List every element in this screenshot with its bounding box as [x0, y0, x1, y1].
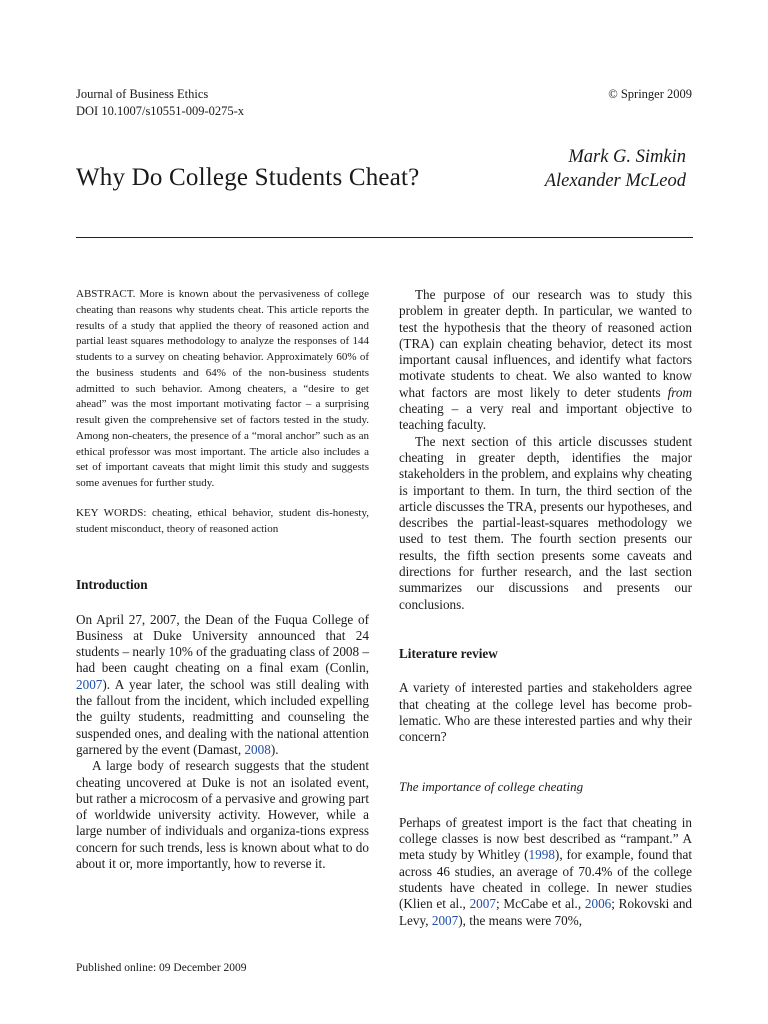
outline-paragraph: The next section of this article discusses student cheating in greater depth, identifies the major stakeholders in the problem, and explains why cheating is important to them. In turn, the third section of the article discusses the TRA, presents our hypotheses, and describes the partial-least-squares methodology we used to test them. The fourth section presents our results, the fifth section presents some caveats and directions for further research, and the last section summarizes our discussions and presents our conclusions.: [399, 433, 692, 612]
abstract-text: More is known about the pervasiveness of college cheating than reasons why students cheat. This article reports the results of a study that applied the theory of reasoned action and partial least squares methodology to analyze the responses of 144 students to a survey on cheating behavior. Approximately 60% of the business students and 64% of the non-business students admitted to such behavior. Among cheaters, a “desire to get ahead” was the most important motivating factor – a surprising result given the comprehensive set of factors tested in the study. Among non-cheaters, the presence of a “moral anchor” such as an ethical professor was most important. The article also includes a set of important caveats that might limit this study and suggests some avenues for further study.: [76, 288, 369, 489]
title-divider: [76, 237, 693, 238]
publication-date: Published online: 09 December 2009: [76, 962, 247, 974]
paragraph-text: The purpose of our research was to study this problem in greater depth. In particular, we wanted to test the hypothesis that the theory of reasoned action (TRA) can explain cheating behavior, detect its most important causal influences, and identify what factors motivate students to cheat. We also wanted to know what factors are most likely to deter students: [399, 287, 692, 400]
paragraph-text: ). A year later, the school was still dealing with the fallout from the incident, which included expelling the guilty students, readmitting and counseling the suspended ones, and dealing with the national attention garnered by the event (Damast,: [76, 676, 369, 757]
author-name: Mark G. Simkin: [568, 147, 686, 167]
paragraph-text: ; McCabe et al.,: [495, 896, 585, 912]
introduction-paragraph: A large body of research suggests that the student cheating uncovered at Duke is not an isolated event, but rather a microcosm of a pervasive and growing part of worldwide university activity. However, while a large number of individuals and organiza-tions express concern for such trends, less is known about what to do about it or, more importantly, how to reverse it.: [76, 758, 369, 871]
citation-link[interactable]: 2006: [584, 896, 612, 912]
keywords-label: KEY WORDS:: [76, 506, 147, 519]
paragraph-text: cheating – a very real and important objective to teaching faculty.: [399, 401, 692, 433]
left-column: [76, 287, 369, 872]
article-title: Why Do College Students Cheat?: [76, 164, 420, 191]
keywords: [76, 506, 369, 538]
citation-link[interactable]: 2007: [76, 676, 103, 692]
importance-paragraph: [399, 815, 692, 929]
doi: DOI 10.1007/s10551-009-0275-x: [76, 104, 245, 118]
copyright-notice: © Springer 2009: [608, 87, 692, 101]
paragraph-text: On April 27, 2007, the Dean of the Fuqua College of Business at Duke University announced that 24 students – nearly 10% of the graduating class of 2008 – had been caught cheating on a final exam (Conlin,: [76, 611, 369, 676]
paragraph-text: Perhaps of greatest import is the fact that cheating in college classes is now best described as “rampant.” A meta study by Whitley (: [399, 814, 692, 863]
citation-link[interactable]: 2007: [469, 896, 496, 912]
paragraph-text: ).: [270, 741, 279, 757]
author-list: [545, 145, 686, 193]
paragraph-text: ), for example, found that across 46 studies, an average of 70.4% of the college students have cheated in college. In newer studies (Klien et al.,: [399, 847, 693, 912]
journal-name: Journal of Business Ethics: [76, 87, 209, 101]
citation-link[interactable]: 2008: [244, 741, 271, 757]
citation-link[interactable]: 2007: [431, 912, 459, 928]
importance-subheading: The importance of college cheating: [399, 779, 584, 795]
paragraph-text: ), the means were 70%,: [458, 912, 582, 928]
literature-review-heading: Literature review: [399, 645, 498, 661]
literature-paragraph: A variety of interested parties and stakeholders agree that cheating at the college level has become prob-lematic. Who are these interested parties and why their concern?: [399, 680, 692, 745]
right-column: [399, 287, 692, 929]
author-name: Alexander McLeod: [544, 171, 686, 191]
purpose-paragraph: [399, 287, 692, 434]
introduction-paragraph: [76, 612, 369, 759]
citation-link[interactable]: 1998: [528, 847, 555, 863]
journal-header: [76, 86, 244, 120]
introduction-heading: Introduction: [76, 577, 148, 593]
emphasis-text: from: [667, 384, 692, 400]
paragraph-text: ; Rokovski and Levy,: [399, 896, 693, 928]
abstract: [76, 287, 369, 492]
abstract-label: ABSTRACT.: [76, 288, 136, 300]
keywords-text: cheating, ethical behavior, student dis-honesty, student misconduct, theory of reasoned action: [76, 506, 369, 535]
